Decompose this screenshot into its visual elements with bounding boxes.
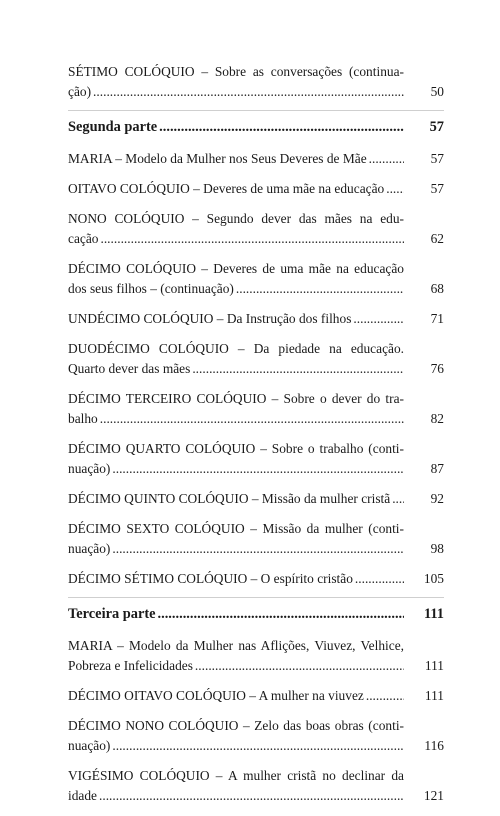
toc-part-heading[interactable]	[68, 604, 444, 624]
toc-entry-title	[68, 259, 404, 299]
toc-entry-title	[68, 62, 404, 102]
toc-entry[interactable]	[68, 716, 444, 756]
dot-leader	[236, 279, 404, 299]
toc-part-heading[interactable]	[68, 117, 444, 137]
toc-page-number: 105	[423, 571, 444, 586]
dot-leader	[100, 229, 404, 249]
toc-entry[interactable]	[68, 389, 444, 429]
toc-entry-title-line: VIGÉSIMO COLÓQUIO – A mulher cristã no declinar da	[68, 768, 404, 783]
toc-entry-title-tail: balho	[68, 411, 98, 426]
toc-entry-title	[68, 309, 404, 329]
toc-entry-title-tail: Segunda parte	[68, 119, 158, 135]
toc-page-number: 57	[429, 119, 444, 135]
toc-entry-title-tail: Pobreza e Infelicidades	[68, 658, 193, 673]
toc-entry-leader-line	[68, 656, 404, 676]
toc-page-number: 57	[430, 181, 444, 196]
toc-entry-title	[68, 569, 404, 589]
toc-page-number: 87	[430, 461, 444, 476]
toc-entry-title-line: DÉCIMO SEXTO COLÓQUIO – Missão da mulher (conti-	[68, 521, 404, 536]
toc-entry-leader-line	[68, 279, 404, 299]
dot-leader	[369, 149, 404, 169]
toc-entry-title-tail: UNDÉCIMO COLÓQUIO – Da Instrução dos filhos	[68, 311, 352, 326]
toc-entry-title-line: SÉTIMO COLÓQUIO – Sobre as conversações (continua-	[68, 64, 404, 79]
toc-entry-title-tail: cação	[68, 231, 99, 246]
dot-leader	[159, 117, 404, 137]
toc-entry-title-tail: OITAVO COLÓQUIO – Deveres de uma mãe na educação	[68, 181, 385, 196]
toc-entry-title-tail: nuação)	[68, 738, 111, 753]
toc-page-number: 50	[430, 84, 444, 99]
toc-page-number: 92	[430, 491, 444, 506]
toc-entry-title-line: NONO COLÓQUIO – Segundo dever das mães na edu-	[68, 211, 404, 226]
toc-entry-leader-line	[68, 489, 404, 509]
toc-entry[interactable]	[68, 519, 444, 559]
toc-entry-leader-line	[68, 359, 404, 379]
toc-entry[interactable]	[68, 179, 444, 199]
toc-entry-title-line: DÉCIMO NONO COLÓQUIO – Zelo das boas obras (conti-	[68, 718, 404, 733]
toc-page-number: 76	[430, 361, 444, 376]
toc-entry-title	[68, 766, 404, 806]
toc-entry[interactable]	[68, 489, 444, 509]
toc-entry-title	[68, 489, 404, 509]
toc-entry-title-tail: Terceira parte	[68, 606, 156, 622]
section-divider	[68, 597, 444, 598]
toc-entry-title	[68, 209, 404, 249]
toc-entry[interactable]	[68, 636, 444, 676]
toc-entry-title	[68, 389, 404, 429]
dot-leader	[112, 736, 404, 756]
dot-leader	[386, 179, 404, 199]
toc-entry-title	[68, 117, 404, 137]
toc-page-number: 98	[430, 541, 444, 556]
toc-page-number: 62	[430, 231, 444, 246]
toc-entry[interactable]	[68, 569, 444, 597]
toc-entry-leader-line	[68, 229, 404, 249]
toc-entry-title	[68, 636, 404, 676]
toc-entry-title-tail: MARIA – Modelo da Mulher nos Seus Deveres de Mãe	[68, 151, 367, 166]
toc-entry-title-tail: Quarto dever das mães	[68, 361, 191, 376]
toc-entry-title	[68, 716, 404, 756]
toc-entry-title-tail: DÉCIMO QUINTO COLÓQUIO – Missão da mulher cristã	[68, 491, 391, 506]
table-of-contents	[68, 62, 444, 816]
toc-entry-leader-line	[68, 686, 404, 706]
toc-entry-leader-line	[68, 786, 404, 806]
toc-entry-title-line: DÉCIMO COLÓQUIO – Deveres de uma mãe na educação	[68, 261, 404, 276]
section-divider	[68, 110, 444, 111]
dot-leader	[355, 569, 404, 589]
toc-entry[interactable]	[68, 686, 444, 706]
toc-entry-title	[68, 519, 404, 559]
toc-entry-title-tail: idade	[68, 788, 97, 803]
toc-entry-leader-line	[68, 179, 404, 199]
toc-entry-title-line: DUODÉCIMO COLÓQUIO – Da piedade na educação.	[68, 341, 404, 356]
toc-entry[interactable]	[68, 339, 444, 379]
toc-page-number: 71	[430, 311, 444, 326]
toc-entry-leader-line	[68, 569, 404, 589]
toc-entry-title-tail: nuação)	[68, 461, 111, 476]
toc-entry-title	[68, 149, 404, 169]
toc-entry[interactable]	[68, 62, 444, 110]
toc-entry-title-tail: DÉCIMO SÉTIMO COLÓQUIO – O espírito cristão	[68, 571, 353, 586]
toc-entry-title	[68, 439, 404, 479]
toc-page-number: 111	[424, 688, 444, 703]
toc-page-number: 121	[423, 788, 444, 803]
dot-leader	[100, 409, 404, 429]
dot-leader	[392, 489, 404, 509]
dot-leader	[353, 309, 404, 329]
toc-entry-title-tail: ção)	[68, 84, 92, 99]
toc-entry-title-tail: nuação)	[68, 541, 111, 556]
toc-entry-leader-line	[68, 149, 404, 169]
toc-page-number: 111	[424, 606, 444, 622]
toc-entry-leader-line	[68, 117, 404, 137]
toc-entry-leader-line	[68, 459, 404, 479]
dot-leader	[112, 539, 404, 559]
toc-entry-leader-line	[68, 409, 404, 429]
toc-entry[interactable]	[68, 149, 444, 169]
dot-leader	[93, 82, 404, 102]
toc-page-number: 68	[430, 281, 444, 296]
toc-entry-title-line: DÉCIMO QUARTO COLÓQUIO – Sobre o trabalho (conti-	[68, 441, 404, 456]
dot-leader	[99, 786, 404, 806]
toc-entry-title-line: MARIA – Modelo da Mulher nas Aflições, Viuvez, Velhice,	[68, 638, 404, 653]
toc-entry-leader-line	[68, 82, 404, 102]
toc-entry-leader-line	[68, 309, 404, 329]
toc-page-number: 111	[424, 658, 444, 673]
toc-entry-leader-line	[68, 539, 404, 559]
dot-leader	[192, 359, 404, 379]
toc-entry-title-line: DÉCIMO TERCEIRO COLÓQUIO – Sobre o dever do tra-	[68, 391, 404, 406]
toc-entry-title	[68, 686, 404, 706]
toc-entry[interactable]	[68, 439, 444, 479]
toc-page-number: 82	[430, 411, 444, 426]
toc-entry-title	[68, 604, 404, 624]
toc-entry-title	[68, 179, 404, 199]
toc-entry-title	[68, 339, 404, 379]
toc-entry-leader-line	[68, 736, 404, 756]
toc-entry-leader-line	[68, 604, 404, 624]
dot-leader	[112, 459, 404, 479]
dot-leader	[366, 686, 404, 706]
toc-entry-title-tail: DÉCIMO OITAVO COLÓQUIO – A mulher na viuvez	[68, 688, 364, 703]
toc-page-number: 57	[430, 151, 444, 166]
dot-leader	[195, 656, 404, 676]
toc-entry[interactable]	[68, 259, 444, 299]
toc-entry[interactable]	[68, 309, 444, 329]
toc-entry-title-tail: dos seus filhos – (continuação)	[68, 281, 234, 296]
toc-page-number: 116	[424, 738, 444, 753]
dot-leader	[158, 604, 404, 624]
toc-entry[interactable]	[68, 766, 444, 806]
toc-entry[interactable]	[68, 209, 444, 249]
